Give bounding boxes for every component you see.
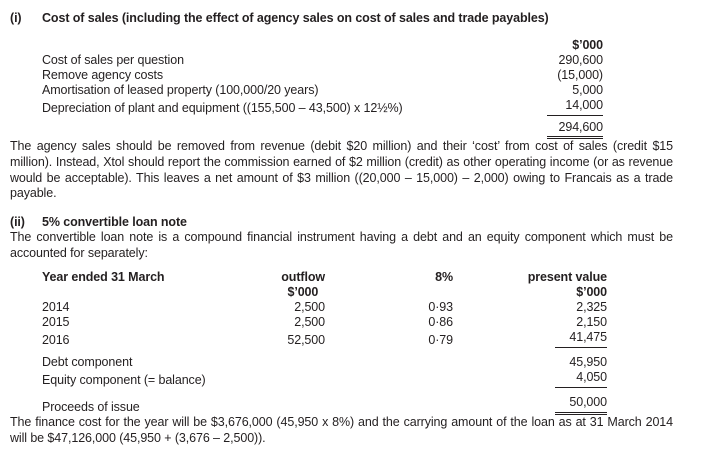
summary-label: Proceeds of issue (42, 399, 140, 414)
convertible-loan-table (42, 270, 607, 415)
column-unit-outflow: $’000 (287, 284, 319, 299)
section-ii-intro-paragraph: The convertible loan note is a compound financial instrument having a debt and an equity component which must be accounted for separately: (10, 230, 673, 260)
section-i-paragraph: The agency sales should be removed from revenue (debit $20 million) and their ‘cost’ from cost of sales (credit $15 million). Instead, Xtol should report the commission earned of $2 million (credit) as other operating income (or as revenue would be acceptable). This leaves a net amount of $3 million ((20,000 – 15,000) – 2,000) owing to Francais as a trade payable. (10, 139, 673, 201)
factor-cell: 0·86 (428, 314, 453, 329)
table-header-row (42, 38, 603, 53)
table-subheader-row (42, 285, 607, 300)
spacer-row (42, 348, 607, 355)
section-ii-title: 5% convertible loan note (42, 215, 187, 230)
total-amount: 294,600 (533, 116, 603, 139)
column-header-pv: present value (527, 269, 607, 284)
row-amount: 5,000 (572, 83, 603, 97)
year-cell: 2016 (42, 332, 70, 347)
column-header-factor: 8% (435, 269, 453, 284)
row-label: Cost of sales per question (42, 53, 184, 67)
row-amount: 290,600 (558, 53, 603, 67)
summary-label: Debt component (42, 354, 133, 369)
summary-row (42, 355, 607, 370)
summary-label: Equity component (= balance) (42, 372, 206, 387)
outflow-cell: 2,500 (294, 314, 325, 329)
section-i-number: (i) (10, 11, 22, 25)
year-cell: 2014 (42, 299, 70, 314)
spacer-row (42, 388, 607, 395)
column-header-year: Year ended 31 March (42, 269, 165, 284)
outflow-cell: 52,500 (287, 332, 325, 347)
table-row (42, 98, 603, 116)
pv-cell: 2,150 (576, 314, 607, 329)
outflow-cell: 2,500 (294, 299, 325, 314)
section-ii-heading-row (10, 215, 705, 230)
row-label: Remove agency costs (42, 68, 164, 82)
table-row (42, 330, 607, 348)
summary-amount: 4,050 (453, 370, 607, 388)
row-amount: 14,000 (533, 98, 603, 116)
empty-cell (42, 285, 250, 300)
empty-cell (42, 38, 533, 53)
table-total-row (42, 116, 603, 139)
table-row (42, 83, 603, 98)
row-amount: (15,000) (557, 68, 603, 82)
pv-cell: 2,325 (576, 299, 607, 314)
table-row (42, 53, 603, 68)
empty-cell (325, 285, 453, 300)
table-row (42, 300, 607, 315)
cost-of-sales-table (42, 38, 603, 139)
table-row (42, 315, 607, 330)
section-i-heading-row (10, 11, 705, 26)
factor-cell: 0·93 (428, 299, 453, 314)
section-i-title: Cost of sales (including the effect of agency sales on cost of sales and trade payables) (42, 11, 549, 25)
summary-row (42, 395, 607, 415)
row-label: Amortisation of leased property (100,000/20 years) (42, 83, 319, 97)
year-cell: 2015 (42, 314, 70, 329)
summary-amount: 50,000 (453, 395, 607, 415)
section-ii-number: (ii) (10, 215, 25, 230)
summary-amount: 45,950 (569, 354, 607, 369)
empty-cell (42, 116, 533, 139)
column-unit-pv: $’000 (576, 284, 607, 299)
section-ii-closing-paragraph: The finance cost for the year will be $3,676,000 (45,950 x 8%) and the carrying amount of the loan as at 31 March 2014 will be $47,126,000 (45,950 + (3,676 – 2,500)). (10, 414, 673, 445)
table-header-row (42, 270, 607, 285)
pv-cell: 41,475 (453, 330, 607, 348)
row-label: Depreciation of plant and equipment ((155,500 – 43,500) x 12½%) (42, 101, 403, 115)
table-row (42, 68, 603, 83)
column-header-thousands: $’000 (572, 38, 603, 52)
summary-row (42, 370, 607, 388)
factor-cell: 0·79 (428, 332, 453, 347)
column-header-outflow: outflow (281, 269, 325, 284)
